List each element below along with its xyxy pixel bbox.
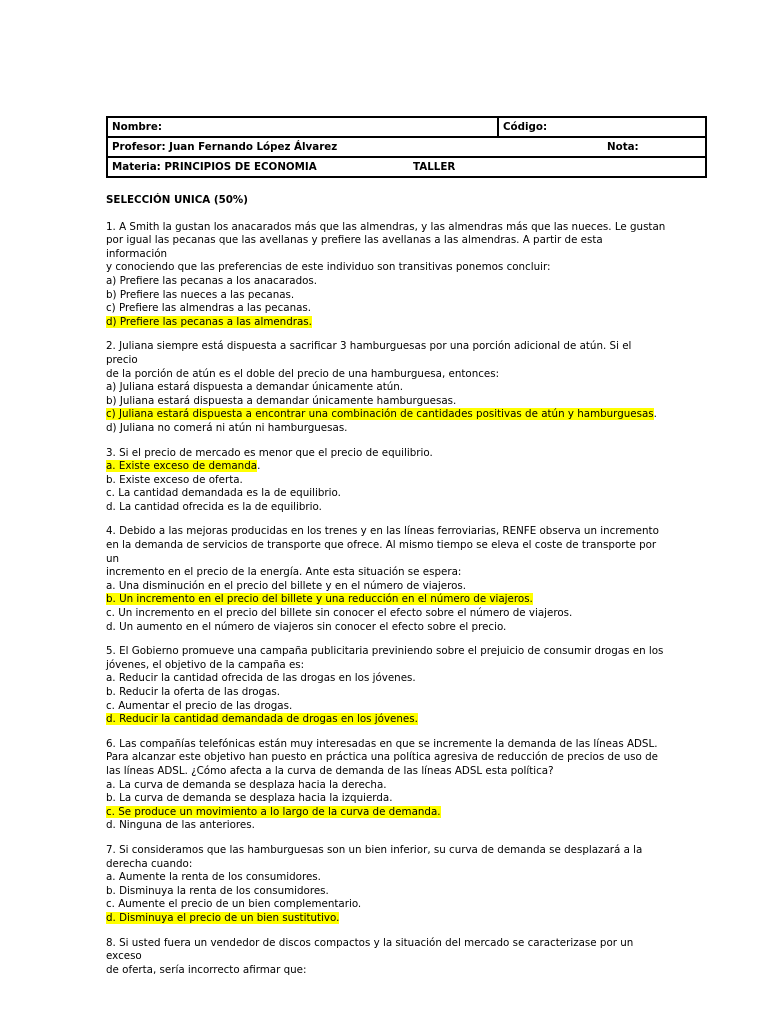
materia-label: Materia: PRINCIPIOS DE ECONOMIA <box>112 161 317 173</box>
nota-label: Nota: <box>607 141 639 153</box>
question-7 <box>106 844 666 926</box>
answer-option <box>106 275 666 289</box>
answer-text: b) Prefiere las nueces a las pecanas. <box>106 288 295 301</box>
answer-text: c) Prefiere las almendras a las pecanas. <box>106 302 312 315</box>
answer-option <box>106 316 666 330</box>
answer-option <box>106 621 666 635</box>
answer-option <box>106 474 666 488</box>
answer-option <box>106 885 666 899</box>
answer-option <box>106 700 666 714</box>
question-stem-line: las líneas ADSL. ¿Cómo afecta a la curva de demanda de las líneas ADSL esta política? <box>106 764 554 777</box>
header-row-nombre <box>107 117 706 137</box>
answer-text: d. Ninguna de las anteriores. <box>106 819 255 832</box>
answer-text: a) Juliana estará dispuesta a demandar únicamente atún. <box>106 381 404 394</box>
answer-option <box>106 713 666 727</box>
answer-text: b. Existe exceso de oferta. <box>106 473 243 486</box>
header-table <box>106 116 707 178</box>
question-stem-line: 3. Si el precio de mercado es menor que el precio de equilibrio. <box>106 446 433 459</box>
question-stem-line: 6. Las compañías telefónicas están muy interesadas en que se incremente la demanda de las líneas ADSL. <box>106 737 658 750</box>
highlighted-answer-text: d) Prefiere las pecanas a las almendras. <box>106 315 312 328</box>
answer-option <box>106 381 666 395</box>
answer-text: d. Un aumento en el número de viajeros sin conocer el efecto sobre el precio. <box>106 620 507 633</box>
highlighted-answer-text: a. Existe exceso de demanda <box>106 460 258 473</box>
answer-text: c. Aumentar el precio de las drogas. <box>106 699 293 712</box>
answer-option <box>106 487 666 501</box>
question-list <box>106 221 666 978</box>
question-stem-line: Para alcanzar este objetivo han puesto en práctica una política agresiva de reducción de precios de uso de <box>106 751 658 764</box>
taller-label: TALLER <box>413 161 456 173</box>
profesor-cell <box>107 137 706 157</box>
question-1 <box>106 221 666 330</box>
question-stem-line: de oferta, sería incorrecto afirmar que: <box>106 963 307 976</box>
answer-option <box>106 422 666 436</box>
question-2 <box>106 340 666 435</box>
answer-option <box>106 302 666 316</box>
highlighted-answer-text: c. Se produce un movimiento a lo largo de la curva de demanda. <box>106 805 441 818</box>
answer-option <box>106 289 666 303</box>
question-6 <box>106 738 666 833</box>
answer-option <box>106 898 666 912</box>
answer-text: d. La cantidad ofrecida es la de equilibrio. <box>106 500 322 513</box>
question-stem-line: 4. Debido a las mejoras producidas en los trenes y en las líneas ferroviarias, RENFE observa un incremento <box>106 525 659 538</box>
codigo-cell <box>498 117 706 137</box>
highlighted-answer-text: c) Juliana estará dispuesta a encontrar una combinación de cantidades positivas de atún y hamburguesas <box>106 408 654 421</box>
answer-option <box>106 686 666 700</box>
question-stem-line: 1. A Smith la gustan los anacarados más que las almendras, y las almendras más que las nueces. Le gustan <box>106 220 666 233</box>
answer-option <box>106 501 666 515</box>
question-stem-line: en la demanda de servicios de transporte que ofrece. Al mismo tiempo se eleva el coste de transporte por un <box>106 539 657 565</box>
question-stem-line: 5. El Gobierno promueve una campaña publicitaria previniendo sobre el prejuicio de consumir drogas en los <box>106 645 664 658</box>
answer-text: a. Una disminución en el precio del billete y en el número de viajeros. <box>106 579 467 592</box>
answer-option <box>106 792 666 806</box>
question-stem-line: derecha cuando: <box>106 857 193 870</box>
answer-text: d) Juliana no comerá ni atún ni hamburguesas. <box>106 421 348 434</box>
header-row-profesor <box>107 137 706 157</box>
profesor-label: Profesor: Juan Fernando López Álvarez <box>112 141 338 153</box>
answer-option <box>106 593 666 607</box>
answer-option <box>106 871 666 885</box>
answer-option <box>106 408 666 422</box>
question-stem-line: por igual las pecanas que las avellanas y prefiere las avellanas a las almendras. A partir de esta información <box>106 234 603 260</box>
question-4 <box>106 525 666 634</box>
answer-text: a. La curva de demanda se desplaza hacia la derecha. <box>106 778 387 791</box>
question-stem-line: jóvenes, el objetivo de la campaña es: <box>106 658 305 671</box>
answer-text: a. Aumente la renta de los consumidores. <box>106 871 321 884</box>
codigo-label: Código: <box>503 121 548 133</box>
question-stem-line: 7. Si consideramos que las hamburguesas son un bien inferior, su curva de demanda se desplazará a la <box>106 843 643 856</box>
answer-option <box>106 580 666 594</box>
answer-option <box>106 672 666 686</box>
highlighted-answer-text: d. Reducir la cantidad demandada de drogas en los jóvenes. <box>106 713 418 726</box>
answer-option <box>106 607 666 621</box>
answer-text: a. Reducir la cantidad ofrecida de las drogas en los jóvenes. <box>106 672 416 685</box>
nombre-cell <box>107 117 498 137</box>
answer-text: b. Disminuya la renta de los consumidores. <box>106 884 329 897</box>
section-title: SELECCIÓN UNICA (50%) <box>106 194 248 206</box>
answer-suffix: . <box>653 408 657 421</box>
materia-cell <box>107 157 706 177</box>
question-stem-line: de la porción de atún es el doble del precio de una hamburguesa, entonces: <box>106 367 500 380</box>
nombre-label: Nombre: <box>112 121 162 133</box>
highlighted-answer-text: d. Disminuya el precio de un bien sustitutivo. <box>106 911 340 924</box>
answer-option <box>106 819 666 833</box>
answer-text: b) Juliana estará dispuesta a demandar únicamente hamburguesas. <box>106 394 457 407</box>
answer-option <box>106 395 666 409</box>
question-stem-line: y conociendo que las preferencias de este individuo son transitivas ponemos concluir: <box>106 261 551 274</box>
question-5 <box>106 645 666 727</box>
answer-text: c. Un incremento en el precio del billete sin conocer el efecto sobre el número de viajeros. <box>106 607 573 620</box>
question-8 <box>106 937 666 978</box>
header-row-materia <box>107 157 706 177</box>
question-stem-line: 8. Si usted fuera un vendedor de discos compactos y la situación del mercado se caracterizase por un exceso <box>106 936 634 963</box>
answer-text: c. Aumente el precio de un bien complementario. <box>106 898 362 911</box>
answer-option <box>106 779 666 793</box>
question-stem-line: 2. Juliana siempre está dispuesta a sacrificar 3 hamburguesas por una porción adicional de atún. Si el precio <box>106 340 632 366</box>
exam-content <box>106 194 666 988</box>
answer-text: b. Reducir la oferta de las drogas. <box>106 686 281 698</box>
highlighted-answer-text: b. Un incremento en el precio del billete y una reducción en el número de viajeros. <box>106 593 533 606</box>
answer-option <box>106 806 666 820</box>
question-3 <box>106 447 666 515</box>
answer-option <box>106 460 666 474</box>
answer-text: a) Prefiere las pecanas a los anacarados. <box>106 274 318 287</box>
question-stem-line: incremento en el precio de la energía. Ante esta situación se espera: <box>106 566 462 579</box>
answer-text: c. La cantidad demandada es la de equilibrio. <box>106 487 341 500</box>
answer-text: b. La curva de demanda se desplaza hacia la izquierda. <box>106 792 393 805</box>
answer-suffix: . <box>257 460 261 473</box>
answer-option <box>106 912 666 926</box>
